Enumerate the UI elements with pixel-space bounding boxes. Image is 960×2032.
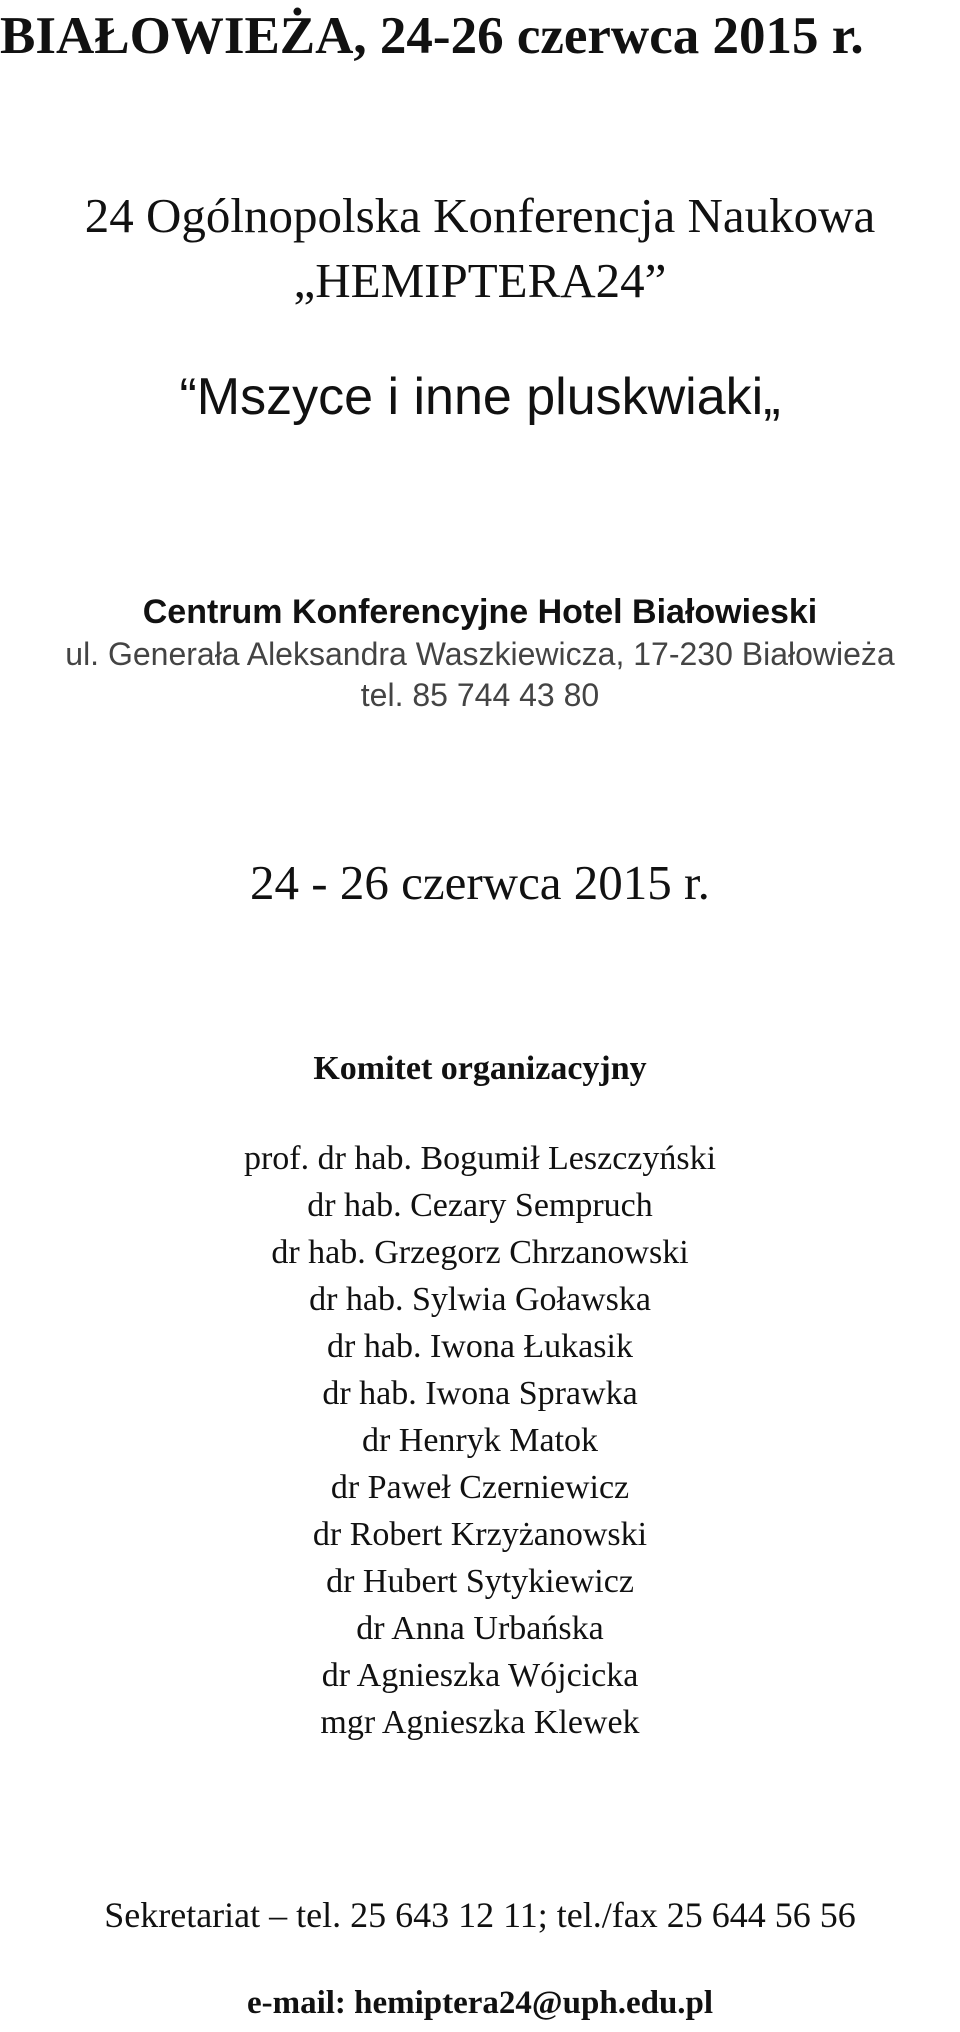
committee-member: dr hab. Grzegorz Chrzanowski: [271, 1234, 689, 1271]
committee-member: dr hab. Iwona Łukasik: [327, 1328, 633, 1365]
conference-name: „HEMIPTERA24”: [293, 253, 667, 308]
committee-member: dr Henryk Matok: [361, 1422, 599, 1459]
committee-member: mgr Agnieszka Klewek: [320, 1704, 640, 1741]
committee-member: prof. dr hab. Bogumił Leszczyński: [243, 1140, 717, 1177]
committee-member: dr hab. Sylwia Goławska: [309, 1281, 651, 1318]
committee-member: dr hab. Cezary Sempruch: [307, 1187, 653, 1224]
page-header-title: BIAŁOWIEŻA, 24-26 czerwca 2015 r.: [0, 7, 864, 65]
committee-member: dr hab. Iwona Sprawka: [322, 1375, 638, 1412]
conference-motto: “Mszyce i inne pluskwiaki„: [179, 368, 781, 426]
venue-address: ul. Generała Aleksandra Waszkiewicza, 17-230 Białowieża: [65, 636, 895, 672]
venue-name: Centrum Konferencyjne Hotel Białowieski: [142, 593, 818, 631]
secretariat-contact: Sekretariat – tel. 25 643 12 11; tel./fax 25 644 56 56: [104, 1895, 856, 1935]
committee-member: dr Hubert Sytykiewicz: [326, 1563, 634, 1600]
committee-member: dr Robert Krzyżanowski: [312, 1516, 648, 1553]
contact-email: e-mail: hemiptera24@uph.edu.pl: [246, 1985, 714, 2021]
event-dates: 24 - 26 czerwca 2015 r.: [250, 855, 710, 910]
conference-title: 24 Ogólnopolska Konferencja Naukowa: [84, 188, 876, 243]
committee-member: dr Anna Urbańska: [356, 1610, 604, 1647]
committee-member: dr Agnieszka Wójcicka: [321, 1657, 639, 1694]
committee-member: dr Paweł Czerniewicz: [330, 1469, 630, 1506]
venue-phone: tel. 85 744 43 80: [360, 677, 600, 713]
committee-heading: Komitet organizacyjny: [313, 1050, 647, 1087]
